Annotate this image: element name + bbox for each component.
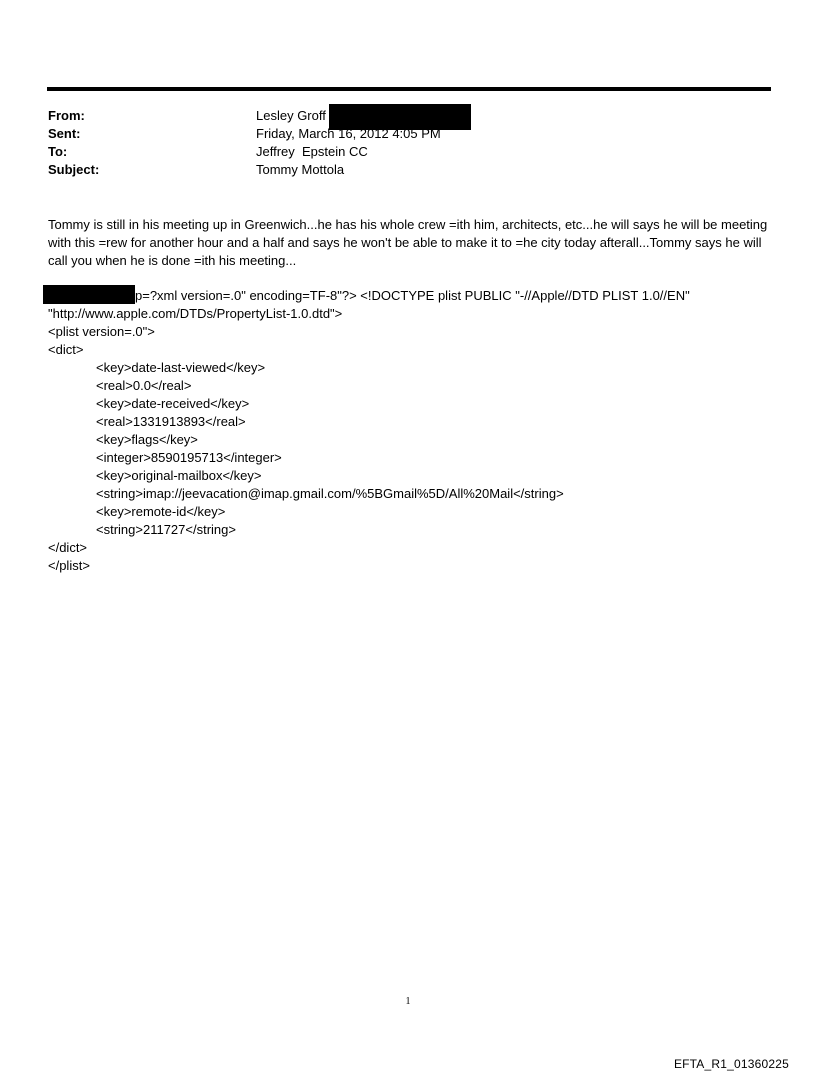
plist-entry: <string>211727</string> bbox=[96, 522, 236, 537]
header-divider bbox=[47, 87, 771, 91]
redaction-block bbox=[43, 285, 135, 304]
sent-row bbox=[48, 125, 768, 143]
message-paragraph: Tommy is still in his meeting up in Greenwich...he has his whole crew =ith him, architects, etc...he will says he will be meeting with this =rew for another hour and a half and says he won't be able to make it to =he city today afterall...Tommy says he will call you when he is done =ith his meeting... bbox=[48, 217, 768, 268]
from-value: Lesley Groff bbox=[256, 108, 326, 123]
dict-close-tag: </dict> bbox=[48, 540, 88, 555]
message-body bbox=[48, 216, 768, 270]
to-value: Jeffrey Epstein CC bbox=[256, 144, 368, 159]
plist-close-tag: </plist> bbox=[48, 558, 90, 573]
plist-line bbox=[48, 287, 768, 305]
sent-label: Sent: bbox=[48, 126, 81, 141]
plist-doctype-url: "http://www.apple.com/DTDs/PropertyList-1.0.dtd"> bbox=[48, 306, 343, 321]
plist-entry: <real>0.0</real> bbox=[96, 378, 192, 393]
plist-entry: <key>original-mailbox</key> bbox=[96, 468, 262, 483]
to-row bbox=[48, 143, 768, 161]
sent-value: Friday, March 16, 2012 4:05 PM bbox=[256, 126, 441, 141]
subject-value: Tommy Mottola bbox=[256, 162, 345, 177]
to-label: To: bbox=[48, 144, 68, 159]
plist-open-tag: <plist version=.0"> bbox=[48, 324, 155, 339]
plist-xml-declaration: p=?xml version=.0" encoding=TF-8"?> <!DOCTYPE plist PUBLIC "-//Apple//DTD PLIST 1.0//EN" bbox=[135, 288, 690, 303]
from-row bbox=[48, 107, 768, 125]
subject-label: Subject: bbox=[48, 162, 100, 177]
plist-entry: <key>date-last-viewed</key> bbox=[96, 360, 266, 375]
plist-entry: <string>imap://jeevacation@imap.gmail.com/%5BGmail%5D/All%20Mail</string> bbox=[96, 486, 564, 501]
plist-entry: <integer>8590195713</integer> bbox=[96, 450, 282, 465]
plist-entry: <key>remote-id</key> bbox=[96, 504, 226, 519]
plist-entry: <key>flags</key> bbox=[96, 432, 198, 447]
email-header bbox=[48, 107, 768, 179]
subject-row bbox=[48, 161, 768, 179]
plist-entry: <real>1331913893</real> bbox=[96, 414, 246, 429]
plist-block bbox=[48, 287, 768, 575]
page-number: 1 bbox=[405, 996, 411, 1007]
plist-entry: <key>date-received</key> bbox=[96, 396, 250, 411]
from-label: From: bbox=[48, 108, 85, 123]
dict-open-tag: <dict> bbox=[48, 342, 84, 357]
bates-number: EFTA_R1_01360225 bbox=[673, 1057, 789, 1071]
